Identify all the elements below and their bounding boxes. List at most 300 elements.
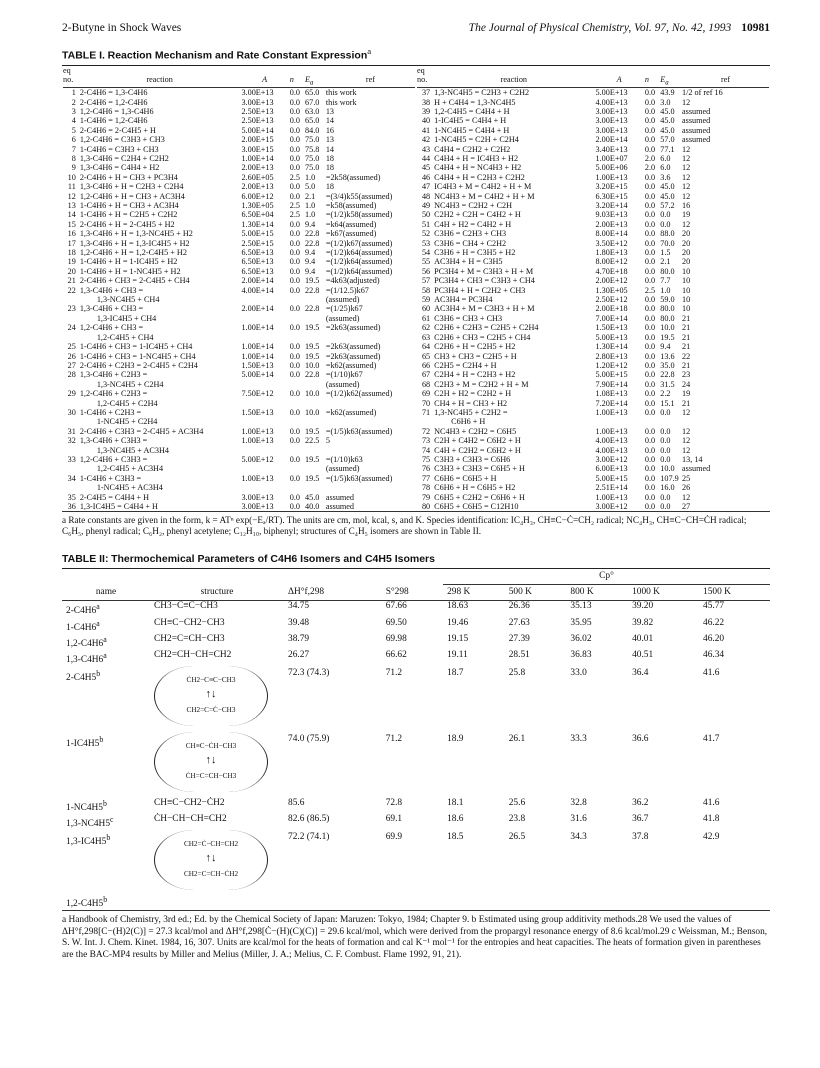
col-298: 298 K	[447, 587, 471, 598]
reaction-E	[659, 417, 681, 426]
col-1000: 1000 K	[632, 587, 660, 598]
isomer-c1: 19.11	[447, 649, 468, 660]
isomer-s: 69.1	[385, 814, 403, 825]
reaction-no: 52	[421, 229, 431, 239]
reaction-E	[304, 417, 325, 426]
reaction-A: 7.50E+12	[241, 389, 274, 399]
reaction-n: 0.0	[644, 313, 656, 323]
reaction-E: 35.0	[660, 360, 675, 370]
isomer-c4: 36.2	[632, 797, 649, 808]
reaction-no: 12	[67, 191, 76, 201]
reaction-row	[416, 163, 770, 172]
reaction-row	[62, 135, 416, 144]
reaction-rx: 1,3-C4H6 + H = 1,3-NC4H5 + H2	[79, 229, 193, 239]
reaction-row	[416, 342, 770, 351]
reaction-ref: 13	[325, 106, 335, 116]
reaction-E: 57.0	[660, 135, 675, 145]
isomer-dh: 72.3 (74.3)	[288, 667, 330, 678]
reaction-rx: 1,3-IC4H5 = C4H4 + H	[79, 502, 158, 512]
reaction-E: 9.4	[305, 266, 316, 276]
reaction-no: 58	[421, 285, 431, 295]
reaction-ref: 1/2 of ref 16	[682, 88, 723, 98]
reaction-rx: NC4H3 + M = C4H2 + H + M	[434, 191, 535, 201]
reaction-n: 0.0	[644, 88, 656, 98]
reaction-E: 43.9	[660, 88, 675, 98]
reaction-no: 56	[421, 266, 431, 276]
reaction-A: 1.00E+07	[595, 153, 628, 163]
isomer-name: 1-IC4H5$^b$	[66, 734, 104, 750]
reaction-E: 63.0	[305, 106, 320, 116]
isomer-dh	[284, 894, 382, 910]
reaction-E: 80.0	[660, 313, 675, 323]
reaction-A	[240, 333, 288, 342]
reaction-row	[416, 220, 770, 229]
reaction-ref: 19	[682, 389, 691, 399]
reaction-row	[416, 446, 770, 455]
reaction-no: 47	[421, 182, 431, 192]
reaction-A: 1.08E+13	[595, 389, 628, 399]
reaction-row	[416, 154, 770, 163]
reaction-n: 0.0	[289, 182, 301, 192]
reaction-rx: 1,3-C4H6 + CH3 =	[79, 304, 144, 314]
reaction-E: 1.5	[660, 248, 671, 258]
reaction-ref: 21	[682, 398, 691, 408]
reaction-no: 13	[67, 201, 76, 211]
reaction-n: 0.0	[644, 144, 656, 154]
reaction-ref: 18	[325, 182, 335, 192]
isomer-c4: 39.82	[632, 617, 654, 628]
reaction-rx: C6H5 + C6H5 = C12H10	[434, 502, 519, 512]
reaction-no: 2	[71, 97, 76, 107]
reaction-rx: C4H4 = C2H2 + C2H2	[434, 144, 511, 154]
reaction-n: 0.0	[644, 398, 656, 408]
reaction-n: 0.0	[644, 106, 656, 116]
reaction-E	[304, 446, 325, 455]
reaction-A: 5.00E+13	[595, 332, 628, 342]
reaction-no: 3	[71, 106, 76, 116]
reaction-no: 51	[421, 219, 431, 229]
reaction-ref: 18	[325, 163, 335, 173]
reaction-n	[289, 483, 304, 492]
isomer-name: 1,2-C4H6$^a$	[66, 634, 107, 649]
reaction-ref: =(1/2)k62(assumed)	[325, 389, 393, 399]
resonance-structure: ĊH2−C≡C−CH3 ↑↓ CH2=C=Ċ−CH3	[154, 666, 268, 726]
reaction-row	[62, 257, 416, 266]
reaction-row	[416, 380, 770, 389]
reaction-A: 3.40E+13	[595, 144, 628, 154]
reaction-no	[62, 464, 79, 473]
reaction-E: 10.0	[305, 360, 320, 370]
reaction-E: 22.8	[305, 229, 320, 239]
reaction-ref: (assumed)	[325, 464, 360, 474]
reaction-E: 0.0	[660, 426, 671, 436]
reaction-row	[62, 220, 416, 229]
reaction-A: 5.00E+14	[241, 370, 274, 380]
isomer-c3: 36.83	[570, 649, 592, 660]
reaction-A: 2.51E+14	[595, 483, 628, 493]
reaction-A: 2.50E+13	[241, 106, 274, 116]
reaction-rx: C3H6 = CH4 + C2H2	[434, 238, 507, 248]
reaction-ref: 20	[682, 248, 691, 258]
reaction-no: 71	[421, 407, 431, 417]
reaction-E: 19.5	[305, 426, 320, 436]
reaction-ref: assumed	[325, 492, 355, 502]
isomer-structure: CH≡C−CH2−CH3	[154, 617, 225, 628]
reaction-ref: 13	[325, 135, 335, 145]
reaction-ref: 21	[682, 313, 691, 323]
reaction-ref: 21	[682, 360, 691, 370]
reaction-no: 78	[421, 483, 431, 493]
reaction-n: 0.0	[289, 407, 301, 417]
reaction-ref: =2k63(assumed)	[325, 323, 381, 333]
reaction-A: 6.00E+13	[595, 464, 628, 474]
reaction-A: 7.90E+14	[595, 379, 628, 389]
isomer-row	[62, 650, 770, 666]
isomer-c1: 18.9	[447, 733, 464, 744]
reaction-no: 68	[421, 379, 431, 389]
reaction-no: 77	[421, 473, 431, 483]
reaction-A: 5.00E+06	[595, 163, 628, 173]
reaction-ref: =k62(assumed)	[325, 407, 377, 417]
reaction-row	[416, 370, 770, 379]
reaction-row	[416, 135, 770, 144]
isomer-structure	[150, 894, 284, 910]
reaction-n: 0.0	[289, 436, 301, 446]
reaction-rx: 1,3-C4H6 + H = C2H3 + C2H4	[79, 182, 184, 192]
reaction-rx: CH3 + CH3 = C2H5 + H	[434, 351, 517, 361]
reaction-A: 3.00E+12	[595, 454, 628, 464]
isomer-c3: 33.3	[570, 733, 587, 744]
reaction-ref: this work	[325, 88, 357, 98]
isomer-c1: 18.63	[447, 601, 469, 612]
reaction-no: 34	[67, 473, 76, 483]
reaction-ref: 26	[682, 483, 691, 493]
reaction-rx: 1-C4H6 + H = 1-IC4H5 + H2	[79, 257, 178, 267]
reaction-row	[62, 267, 416, 276]
reaction-n: 0.0	[644, 257, 656, 267]
resonance-structure: CH2=Ċ−CH=CH2 ↑↓ CH2=C=CH−ĊH2	[154, 830, 268, 890]
reaction-A: 3.00E+13	[241, 97, 274, 107]
reaction-A: 1.80E+13	[595, 248, 628, 258]
table2-title: Thermochemical Parameters of C4H6 Isomers and C4H5 Isomers	[111, 553, 435, 566]
isomer-name: 2-C4H6$^a$	[66, 602, 100, 617]
reaction-no: 53	[421, 238, 431, 248]
table1-label: TABLE I.	[62, 49, 105, 62]
reaction-E: 19.5	[305, 342, 320, 352]
reaction-A: 3.50E+12	[595, 238, 628, 248]
reaction-no: 37	[421, 88, 431, 98]
reaction-ref: 12	[682, 407, 691, 417]
reaction-no: 76	[421, 464, 431, 474]
reaction-no: 21	[67, 276, 76, 286]
reaction-A: 1.00E+13	[595, 172, 628, 182]
reaction-no: 36	[67, 502, 76, 512]
reaction-A: 6.50E+13	[241, 248, 274, 258]
reaction-row	[62, 116, 416, 125]
reaction-E: 6.0	[660, 163, 671, 173]
isomer-name: 2-C4H5$^b$	[66, 668, 101, 684]
isomer-dh: 85.6	[288, 797, 305, 808]
reaction-E: 45.0	[660, 106, 675, 116]
col-A: A	[262, 74, 268, 84]
reaction-n: 0.0	[289, 304, 301, 314]
reaction-E: 19.5	[660, 332, 675, 342]
reaction-ref: 12	[682, 172, 691, 182]
reaction-ref: assumed	[682, 125, 711, 135]
reaction-E: 0.0	[660, 219, 671, 229]
isomer-c2: 26.1	[508, 733, 526, 744]
reaction-rx: 1,2-C4H6 = C3H3 + CH3	[79, 135, 165, 145]
isomer-c4: 37.8	[632, 832, 649, 843]
reaction-row	[416, 399, 770, 408]
isomer-c2: 28.51	[508, 649, 530, 660]
reaction-E: 107.9	[660, 473, 679, 483]
reaction-row	[62, 493, 416, 502]
page-header	[62, 22, 770, 38]
journal-citation	[469, 22, 770, 38]
reaction-ref: 12	[682, 426, 691, 436]
reaction-rx: 1,2-C4H6 + C3H3 =	[79, 454, 148, 464]
resonance-arrows-icon: ↑↓	[205, 852, 217, 865]
reaction-ref	[325, 399, 416, 408]
reaction-n	[289, 417, 304, 426]
table2-label: TABLE II:	[62, 553, 109, 566]
reaction-no: 11	[67, 182, 76, 192]
reaction-n: 0.0	[644, 266, 656, 276]
reaction-E: 22.5	[305, 436, 320, 446]
reaction-n: 0.0	[644, 473, 656, 483]
reaction-E: 0.0	[660, 210, 671, 220]
reaction-row	[416, 333, 770, 342]
reaction-rx: 1-NC4H5 = C4H4 + H	[434, 125, 510, 135]
reaction-E: 40.0	[305, 502, 320, 512]
reaction-ref: 12	[682, 163, 691, 173]
col-reaction: reaction	[146, 74, 173, 84]
reaction-A: 2.00E+14	[241, 304, 274, 314]
reaction-A: 3.00E+13	[595, 116, 628, 126]
col-800: 800 K	[570, 587, 594, 598]
reaction-row	[416, 173, 770, 182]
reaction-n: 0.0	[289, 454, 301, 464]
isomer-row	[62, 618, 770, 634]
reaction-no: 30	[67, 407, 76, 417]
reaction-rx: 1-C4H6 + H = C2H5 + C2H2	[79, 210, 178, 220]
reaction-A	[240, 417, 288, 426]
reaction-row	[416, 493, 770, 502]
reaction-n: 0.0	[289, 153, 301, 163]
reaction-rx: NC4H3 = C2H2 + C2H	[434, 201, 513, 211]
reaction-n: 0.0	[289, 257, 301, 267]
reaction-ref: 16	[682, 201, 691, 211]
reaction-E: 57.2	[660, 201, 675, 211]
isomer-dh: 72.2 (74.1)	[288, 832, 330, 843]
isomer-row	[62, 666, 770, 732]
reaction-A: 5.00E+13	[595, 88, 628, 98]
reaction-E: 45.0	[660, 116, 675, 126]
reaction-n: 0.0	[289, 144, 301, 154]
reaction-E: 67.0	[305, 97, 320, 107]
reaction-no: 8	[71, 153, 76, 163]
isomer-c5: 41.6	[703, 667, 720, 678]
reaction-row	[62, 107, 416, 116]
reaction-E: 1.0	[305, 210, 316, 220]
isomer-c2: 25.8	[508, 667, 526, 678]
reaction-no: 29	[67, 389, 76, 399]
reaction-n: 0.0	[644, 379, 656, 389]
reaction-E: 1.0	[660, 285, 671, 295]
col-eq: eq	[63, 65, 71, 75]
reaction-n: 0.0	[644, 135, 656, 145]
reaction-ref	[325, 417, 416, 426]
resonance-arrows-icon: ↑↓	[205, 753, 217, 766]
isomer-c4: 36.4	[632, 667, 649, 678]
reaction-row	[416, 98, 770, 107]
reaction-rx: C2H6 + C2H3 = C2H5 + C2H4	[434, 323, 539, 333]
reaction-E: 0.0	[660, 492, 671, 502]
reaction-n: 0.0	[644, 172, 656, 182]
isomer-name: 1-NC4H5$^b$	[66, 798, 107, 814]
isomer-row	[62, 814, 770, 830]
isomer-c2: 23.8	[508, 814, 526, 825]
reaction-ref: 12	[682, 445, 691, 455]
reaction-rx: C2H2 + C2H = C4H2 + H	[434, 210, 521, 220]
reaction-row	[62, 370, 416, 379]
col-eq-right: eq	[417, 65, 425, 75]
reaction-n: 0.0	[644, 182, 656, 192]
reaction-E: 5.0	[305, 182, 316, 192]
reaction-row	[62, 98, 416, 107]
reaction-n: 0.0	[644, 210, 656, 220]
reaction-rx: 1,2-C4H6 + H = 1,2-C4H5 + H2	[79, 248, 187, 258]
reaction-n: 0.0	[644, 370, 656, 380]
reaction-A: 1.00E+13	[241, 436, 274, 446]
isomer-name: 1,2-C4H5$^b$	[66, 895, 108, 910]
reaction-E: 9.4	[660, 342, 671, 352]
table2-bottom-rule	[62, 910, 770, 911]
reaction-row	[416, 116, 770, 125]
isomer-c3: 36.02	[570, 633, 592, 644]
reaction-A: 1.50E+13	[241, 360, 274, 370]
isomer-c4: 36.7	[632, 814, 649, 825]
reaction-n	[289, 380, 304, 389]
isomer-row	[62, 798, 770, 814]
isomer-structure	[150, 732, 284, 798]
reaction-E: 9.4	[305, 257, 316, 267]
isomer-c5: 46.20	[703, 633, 725, 644]
reaction-n	[289, 314, 304, 323]
reaction-row	[62, 201, 416, 210]
reaction-no: 26	[67, 351, 76, 361]
reaction-n: 0.0	[644, 304, 656, 314]
reaction-ref: 20	[682, 257, 691, 267]
reaction-E: 75.0	[305, 153, 320, 163]
reaction-row	[62, 474, 416, 483]
col-ref: ref	[365, 74, 375, 84]
reaction-no: 70	[421, 398, 431, 408]
reaction-ref: this work	[325, 97, 357, 107]
reaction-rx: AC3H4 + H = C3H5	[434, 257, 503, 267]
reaction-E: 31.5	[660, 379, 675, 389]
isomer-c2: 26.5	[508, 832, 526, 843]
isomer-row	[62, 634, 770, 650]
reaction-rx: C4H4 + H = C2H3 + C2H2	[434, 172, 525, 182]
reaction-n: 0.0	[289, 191, 301, 201]
isomer-c3: 35.13	[570, 601, 592, 612]
reaction-no: 17	[67, 238, 76, 248]
reaction-A: 4.00E+13	[595, 445, 628, 455]
reaction-ref: 10	[682, 266, 691, 276]
reaction-n: 0.0	[289, 351, 301, 361]
reaction-ref: =(1/12.5)k67	[325, 285, 369, 295]
reaction-E: 6.0	[660, 153, 671, 163]
reaction-rx: 1,3-C4H6 + CH3 =	[79, 285, 144, 295]
isomer-row	[62, 601, 770, 618]
isomer-s	[382, 894, 443, 910]
reaction-rx: 1,3-IC4H5 + CH4	[96, 313, 157, 323]
col-500: 500 K	[508, 587, 532, 598]
isomer-c4	[628, 894, 699, 910]
reaction-row	[62, 427, 416, 436]
isomer-dh: 26.27	[288, 649, 310, 660]
reaction-rx: C2H6 + CH3 = C2H5 + CH4	[434, 332, 531, 342]
reaction-E: 22.8	[660, 370, 675, 380]
reaction-A	[240, 295, 288, 304]
reaction-row	[62, 464, 416, 473]
reaction-E: 88.0	[660, 229, 675, 239]
reaction-rx: 1-C4H6 + H = CH3 + AC3H4	[79, 201, 179, 211]
reaction-rx: IC4H3 + M = C4H2 + H + M	[434, 182, 532, 192]
reaction-row	[62, 163, 416, 172]
isomer-dh: 39.48	[288, 617, 310, 628]
reaction-E: 75.8	[305, 144, 320, 154]
reaction-A: 1.30E+05	[241, 201, 274, 211]
reaction-ref: 12	[682, 191, 691, 201]
isomer-c1: 19.46	[447, 617, 469, 628]
isomer-s: 69.98	[385, 633, 407, 644]
reaction-A: 8.00E+12	[595, 257, 628, 267]
isomer-dh: 74.0 (75.9)	[288, 733, 330, 744]
reaction-ref	[681, 417, 770, 426]
isomer-name: 1-C4H6$^a$	[66, 618, 100, 633]
reaction-n: 0.0	[644, 248, 656, 258]
reaction-n	[289, 446, 304, 455]
reaction-row	[62, 342, 416, 351]
isomer-dh: 38.79	[288, 633, 310, 644]
reaction-ref: =(1/10)k67	[325, 370, 363, 380]
reaction-n: 0.0	[289, 473, 301, 483]
reaction-n: 0.0	[289, 426, 301, 436]
reaction-A: 1.00E+13	[241, 473, 274, 483]
reaction-no: 24	[67, 323, 76, 333]
reaction-E: 3.6	[660, 172, 671, 182]
reaction-n: 2.0	[644, 163, 656, 173]
reaction-rx: 1,2-C4H6 + CH3 =	[79, 323, 144, 333]
reaction-no: 44	[421, 153, 431, 163]
reaction-E: 16.0	[660, 483, 675, 493]
reaction-rx: C2H + H2 = C2H2 + H	[434, 389, 512, 399]
reaction-A: 6.00E+12	[241, 191, 274, 201]
reaction-row	[416, 352, 770, 361]
reaction-no: 22	[67, 285, 76, 295]
reaction-rx: C2H + C4H2 = C6H2 + H	[434, 436, 521, 446]
reaction-n: 0.0	[289, 248, 301, 258]
reaction-n	[289, 464, 304, 473]
resonance-arrows-icon: ↑↓	[205, 687, 217, 700]
reaction-no: 20	[67, 266, 76, 276]
isomer-c2: 25.6	[508, 797, 526, 808]
reaction-rx: AC3H4 = PC3H4	[434, 295, 493, 305]
reaction-ref: =(1/25)k67	[325, 304, 363, 314]
